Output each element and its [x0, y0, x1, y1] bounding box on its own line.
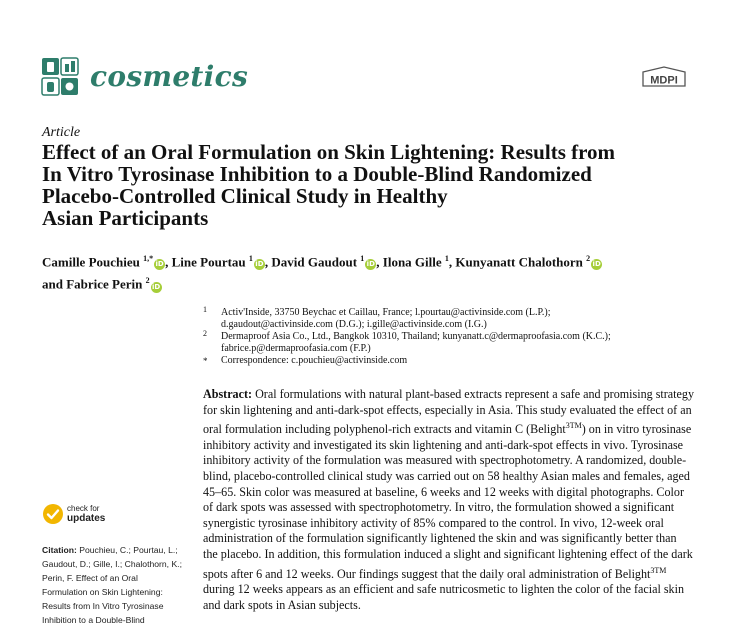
article-type: Article — [42, 125, 81, 140]
orcid-icon[interactable]: iD — [366, 260, 375, 269]
author-list: Camille Pouchieu $^{1,*}$iD, Line Pourtau $^1$iD, David Gaudout $^1$iD, Ilona Gille $^1$, Kunyanatt Chalothorn $^2$iD and Fabrice Perin $^2$iD — [42, 254, 601, 292]
abstract-line: and dark spots in Asian subjects. — [203, 597, 361, 612]
article-title — [42, 141, 702, 229]
citation-line: Formulation on Skin Lightening: — [42, 587, 163, 597]
abstract-line-tail: ) on in vitro tyrosinase — [581, 422, 692, 437]
and-word: and — [42, 276, 63, 292]
affiliation-number: 2 — [203, 329, 207, 338]
author-affiliation-sup: 1 — [444, 254, 449, 263]
abstract-line: Oral formulations with natural plant-based extracts represent a safe and promising strategy — [255, 387, 694, 401]
author-affiliation-sup: 1,* — [143, 254, 154, 263]
author-affiliation-sup: 1 — [360, 254, 365, 263]
orcid-icon[interactable]: iD — [155, 260, 164, 269]
citation-line: Pouchieu, C.; Pourtau, L.; — [76, 545, 178, 555]
author-name[interactable]: Fabrice Perin — [66, 276, 143, 292]
author-name[interactable]: Line Pourtau — [171, 254, 246, 270]
author-affiliation-sup: 2 — [586, 254, 591, 263]
check-updates-icon — [42, 503, 64, 525]
citation-line: Gaudout, D.; Gille, I.; Chalothorn, K.; — [42, 559, 182, 569]
abstract-line: blind, placebo-controlled clinical study was carried out on 58 healthy Asian males and females, aged — [203, 469, 690, 483]
author-name[interactable]: David Gaudout — [271, 254, 358, 270]
abstract-line: spots after 6 and 12 weeks. Our findings suggest that the daily oral administration of Belight — [203, 566, 651, 581]
citation-label: Citation: — [42, 545, 77, 555]
title-line: Effect of an Oral Formulation on Skin Lightening: Results from — [42, 140, 616, 164]
author-name[interactable]: Kunyanatt Chalothorn — [455, 254, 583, 270]
citation-line: Results from In Vitro Tyrosinase — [42, 601, 164, 611]
abstract-label: Abstract: — [203, 387, 253, 401]
correspondence-item — [203, 355, 703, 367]
title-line: Placebo-Controlled Clinical Study in Healthy — [42, 184, 448, 208]
affiliation-line: fabrice.p@dermaproofasia.com (F.P.) — [221, 343, 371, 354]
author-name[interactable]: Ilona Gille — [382, 254, 442, 270]
correspondence-marker: * — [203, 356, 208, 366]
abstract-line: inhibitory activity and investigated its skin lightening and anti-dark-spot effects in vivo. Tyrosinase — [203, 437, 684, 452]
affiliation-line: d.gaudout@activinside.com (D.G.); i.gille@activinside.com (I.G.) — [221, 319, 487, 330]
affiliations — [203, 307, 703, 367]
citation-line: Inhibition to a Double-Blind — [42, 615, 145, 625]
citation-line: Perin, F. Effect of an Oral — [42, 573, 138, 583]
abstract-line: administration of the formulation significantly lightened the skin and was significantly better than — [203, 531, 677, 546]
check-updates-text — [67, 504, 105, 524]
affiliation-number: 1 — [203, 305, 207, 314]
abstract-line: of dark spots was assessed with spectrophotometry. In vitro, the formulation showed a significant — [203, 500, 675, 515]
affiliation-line: Activ'Inside, 33750 Beychac et Caillau, France; l.pourtau@activinside.com (L.P.); — [221, 307, 551, 318]
affiliation-line: Dermaproof Asia Co., Ltd., Bangkok 10310, Thailand; kunyanatt.c@dermaproofasia.com (K.C.); — [221, 331, 611, 342]
abstract — [203, 387, 703, 613]
trademark-sup: 3TM — [650, 565, 667, 575]
orcid-icon[interactable]: iD — [255, 260, 264, 269]
author-affiliation-sup: 2 — [145, 276, 150, 286]
abstract-line: for skin lightening and anti-dark-spot effects, especially in Asia. This study evaluated the effect of an — [203, 402, 692, 417]
correspondence-line: Correspondence: c.pouchieu@activinside.com — [221, 355, 408, 366]
journal-name: cosmetics — [90, 60, 249, 93]
abstract-line: synergistic tyrosinase inhibitory activity of 85% compared to the control. In vivo, 12-week oral — [203, 515, 664, 530]
abstract-line: oral formulation including polyphenol-rich extracts and vitamin C (Belight — [203, 422, 566, 437]
mdpi-logo-text: MDPI — [650, 74, 678, 87]
orcid-icon[interactable]: iD — [152, 282, 161, 291]
check-for-updates-button[interactable] — [42, 500, 122, 530]
abstract-line: 45–65. Skin color was measured at baseline, 6 weeks and 12 weeks with digital photographs. Color — [203, 484, 684, 499]
abstract-line: during 12 weeks appears as an efficient and safe nutricosmetic to lighten the color of the facial skin — [203, 582, 685, 597]
mdpi-logo — [639, 66, 689, 90]
title-line: Asian Participants — [42, 206, 209, 230]
affiliation-item — [203, 307, 703, 331]
affiliation-item — [203, 331, 703, 355]
orcid-icon[interactable]: iD — [592, 260, 601, 269]
abstract-line: inhibitory activity of the formulation was measured with spectrophotometry. A randomized, double- — [203, 453, 687, 468]
author-name[interactable]: Camille Pouchieu — [42, 254, 140, 270]
trademark-sup: 3TM — [565, 421, 582, 431]
check-updates-line: updates — [67, 513, 106, 524]
title-line: In Vitro Tyrosinase Inhibition to a Double-Blind Randomized — [42, 162, 592, 186]
check-updates-line: check for — [67, 504, 100, 513]
citation-block — [42, 543, 192, 627]
cosmetics-bottles-icon — [40, 56, 82, 100]
author-affiliation-sup: 1 — [248, 254, 253, 263]
abstract-line: the placebo. In addition, this formulation induced a slight and significant lightening effect of the dark — [203, 546, 693, 561]
